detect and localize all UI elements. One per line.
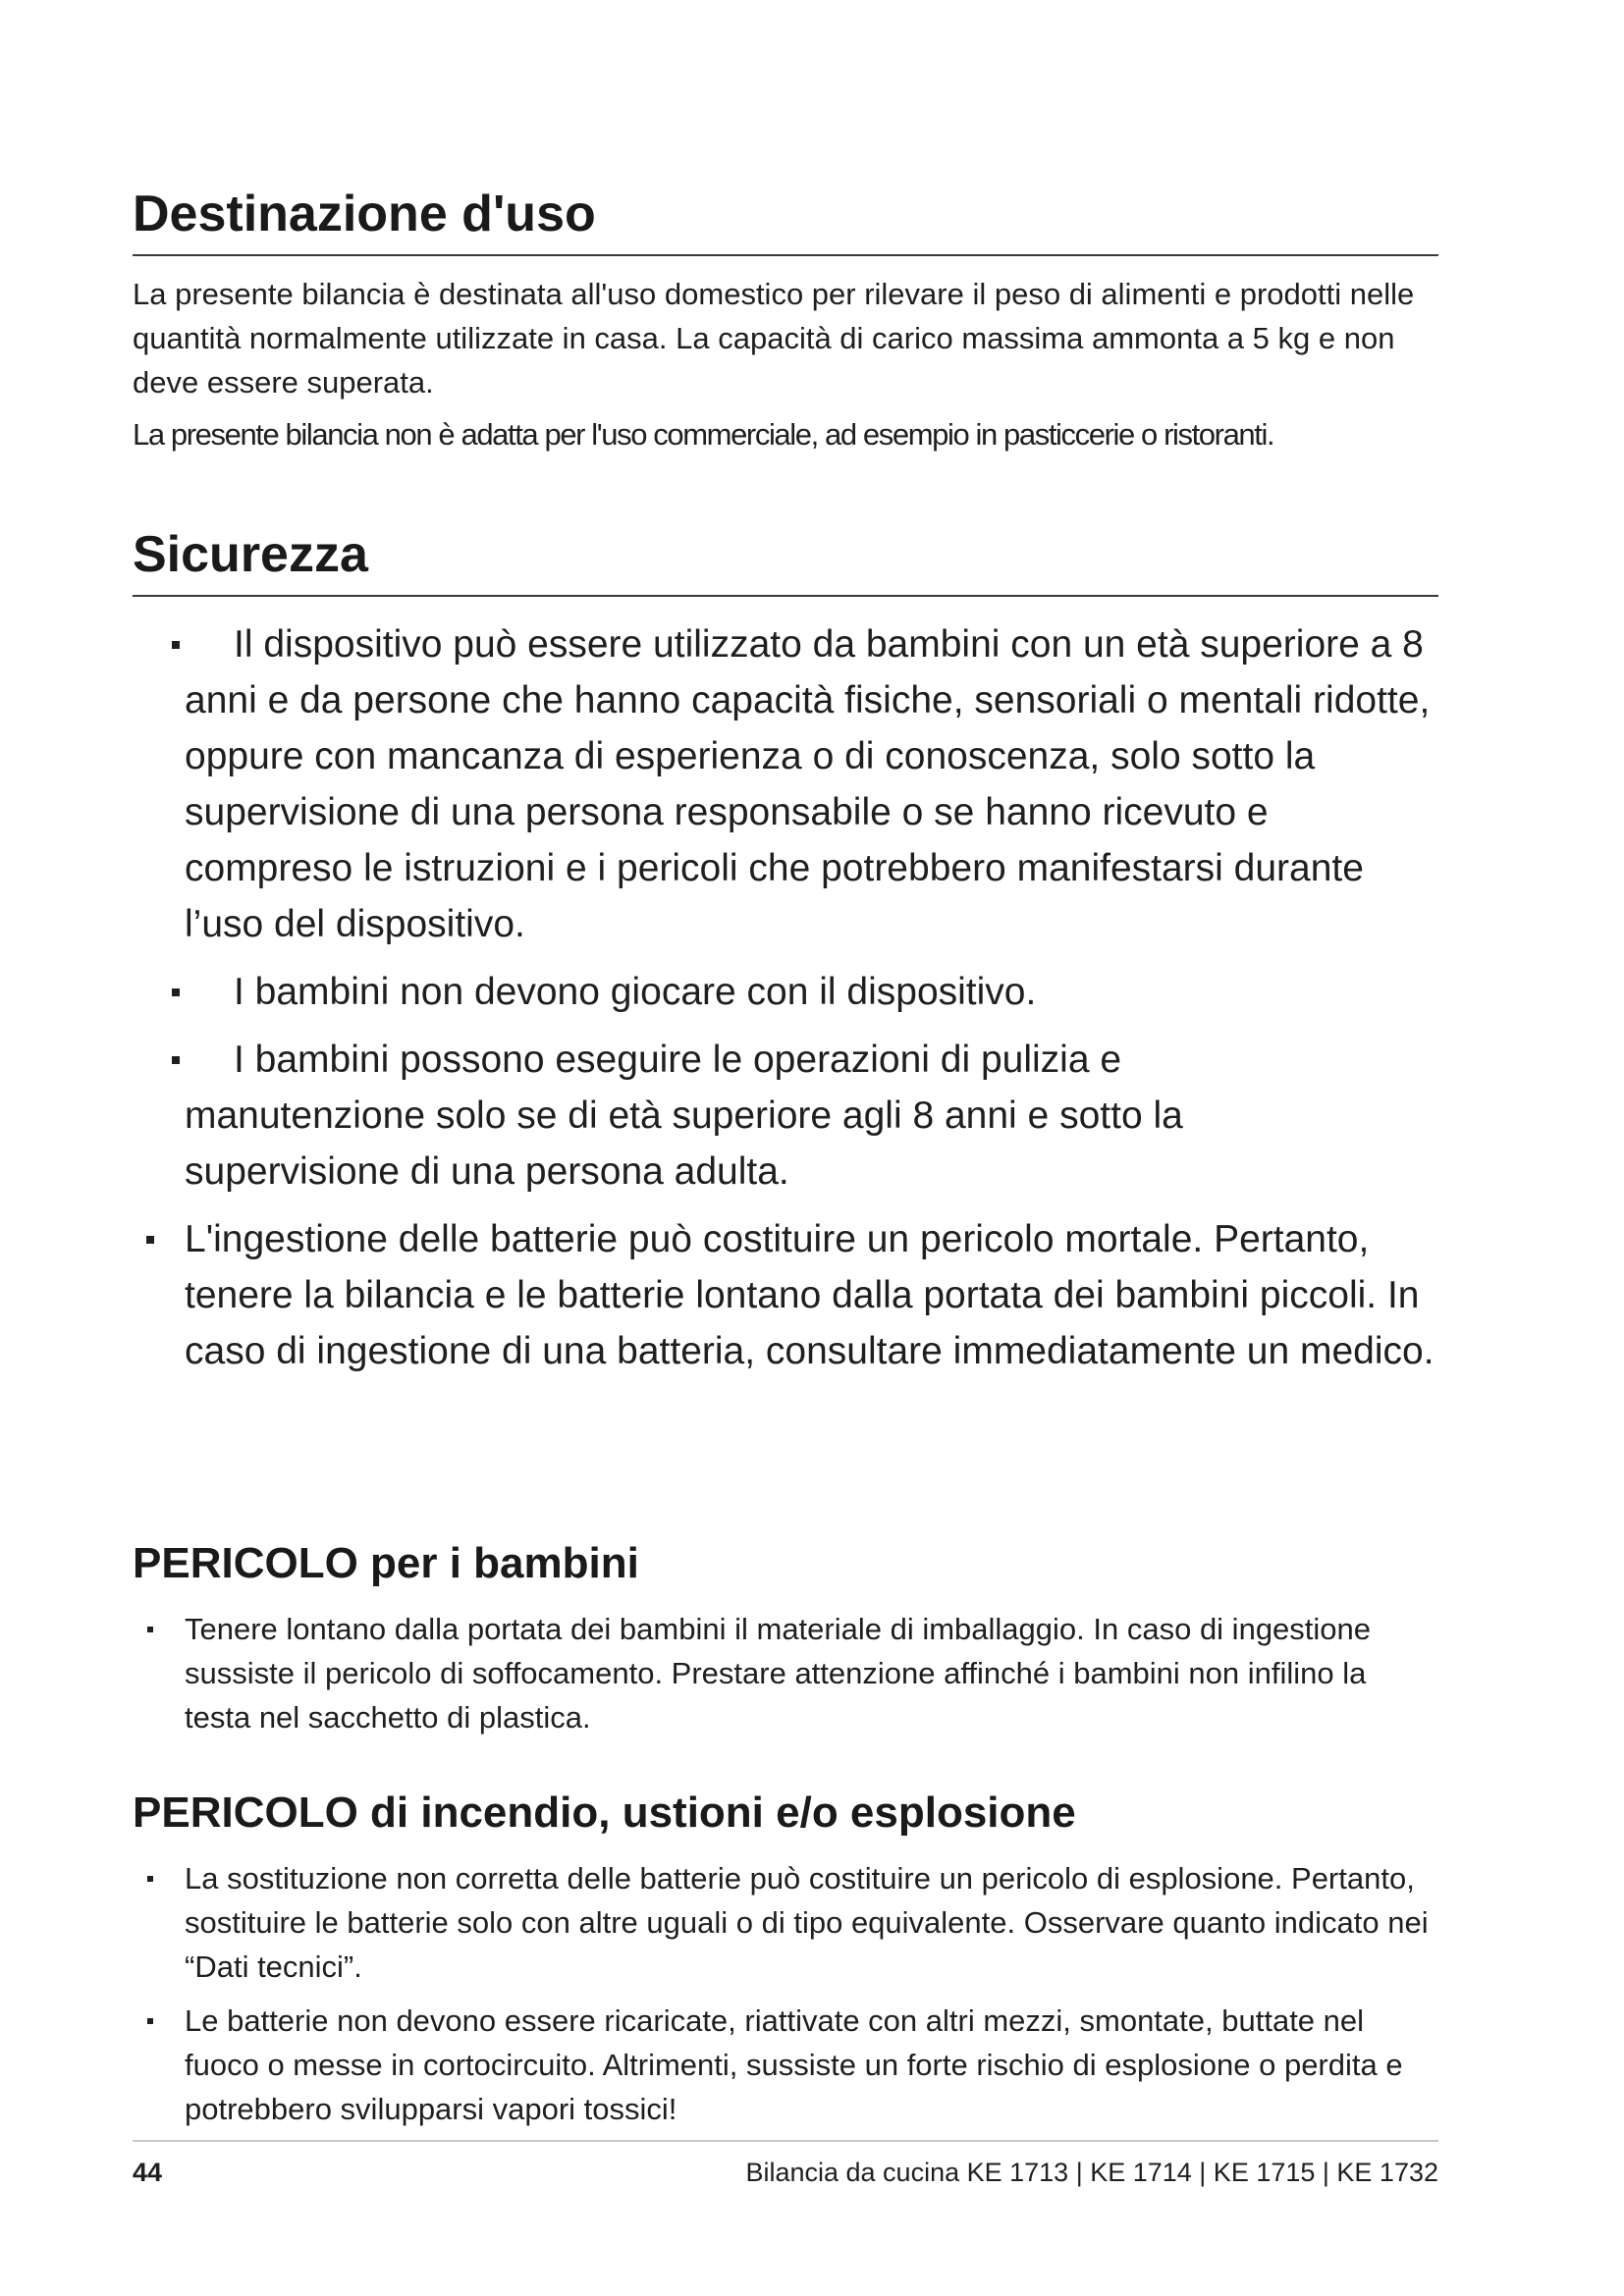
bullet-icon — [146, 1236, 154, 1244]
list-item-text: Tenere lontano dalla portata dei bambini il materiale di imballaggio. In caso di ingestione sussiste il pericolo di soffocamento. Prestare attenzione affinché i bambini non infilino la testa nel sacchetto di plastica. — [185, 1611, 1372, 1735]
list-item-text: Le batterie non devono essere ricaricate, riattivate con altri mezzi, smontate, buttate nel fuoco o messe in cortocircuito. Altrimenti, sussiste un forte rischio di esplosione o perdita e potrebbero svilupparsi vapori tossici! — [185, 2002, 1403, 2126]
list-item — [133, 964, 1438, 1020]
list-item — [133, 1607, 1438, 1739]
section-sicurezza — [133, 527, 1438, 1379]
list-item — [133, 1032, 1438, 1200]
bullet-icon — [172, 1056, 180, 1064]
paragraph-intended-use: La presente bilancia è destinata all'uso domestico per rilevare il peso di alimenti e prodotti nelle quantità normalmente utilizzate in casa. La capacità di carico massima ammonta a 5 kg e non deve essere superata. — [133, 277, 1415, 400]
list-item — [133, 1999, 1438, 2131]
list-item-text: L'ingestione delle batterie può costituire un pericolo mortale. Pertanto, tenere la bilancia e le batterie lontano dalla portata dei bambini piccoli. In caso di ingestione di una batteria, consultare immediatamente un medico. — [185, 1218, 1435, 1373]
bullet-icon — [172, 641, 180, 649]
product-name: Bilancia da cucina KE 1713 | KE 1714 | KE 1715 | KE 1732 — [745, 2158, 1438, 2187]
section-title-sicurezza: Sicurezza — [133, 527, 1438, 597]
bullet-icon — [147, 2018, 153, 2024]
section-title-destinazione: Destinazione d'uso — [133, 187, 1438, 256]
footer-divider — [133, 2140, 1438, 2142]
list-item-text: I bambini possono eseguire le operazioni di pulizia e manutenzione solo se di età superiore agli 8 anni e sotto la supervisione di una persona adulta. — [185, 1039, 1183, 1194]
list-item — [133, 616, 1438, 952]
section-pericolo-incendio — [133, 1789, 1438, 2131]
section-title-pericolo-incendio: PERICOLO di incendio, ustioni e/o esplosione — [133, 1789, 1076, 1837]
bullet-icon — [172, 988, 180, 996]
list-item — [133, 1856, 1438, 1989]
list-item-text: Il dispositivo può essere utilizzato da bambini con un età superiore a 8 anni e da persone che hanno capacità fisiche, sensoriali o mentali ridotte, oppure con mancanza di esperienza o di conoscenza, solo sotto la supervisione di una persona responsabile o se hanno ricevuto e compreso le istruzioni e i pericoli che potrebbero manifestarsi durante l’uso del dispositivo. — [185, 623, 1431, 946]
bullet-icon — [147, 1627, 153, 1632]
section-destinazione — [133, 187, 1438, 456]
page-number: 44 — [133, 2158, 163, 2187]
list-item — [133, 1211, 1438, 1379]
list-item-text: La sostituzione non corretta delle batterie può costituire un pericolo di esplosione. Pertanto, sostituire le batterie solo con altre uguali o di tipo equivalente. Osservare quanto indicato nei “Dati tecnici”. — [185, 1860, 1429, 1984]
paragraph-not-commercial: La presente bilancia non è adatta per l'uso commerciale, ad esempio in pasticcerie o ristoranti. — [133, 417, 1274, 453]
section-pericolo-bambini — [133, 1539, 1438, 1739]
list-item-text: I bambini non devono giocare con il dispositivo. — [234, 971, 1037, 1014]
section-title-pericolo-bambini: PERICOLO per i bambini — [133, 1539, 639, 1587]
bullet-icon — [147, 1876, 153, 1882]
